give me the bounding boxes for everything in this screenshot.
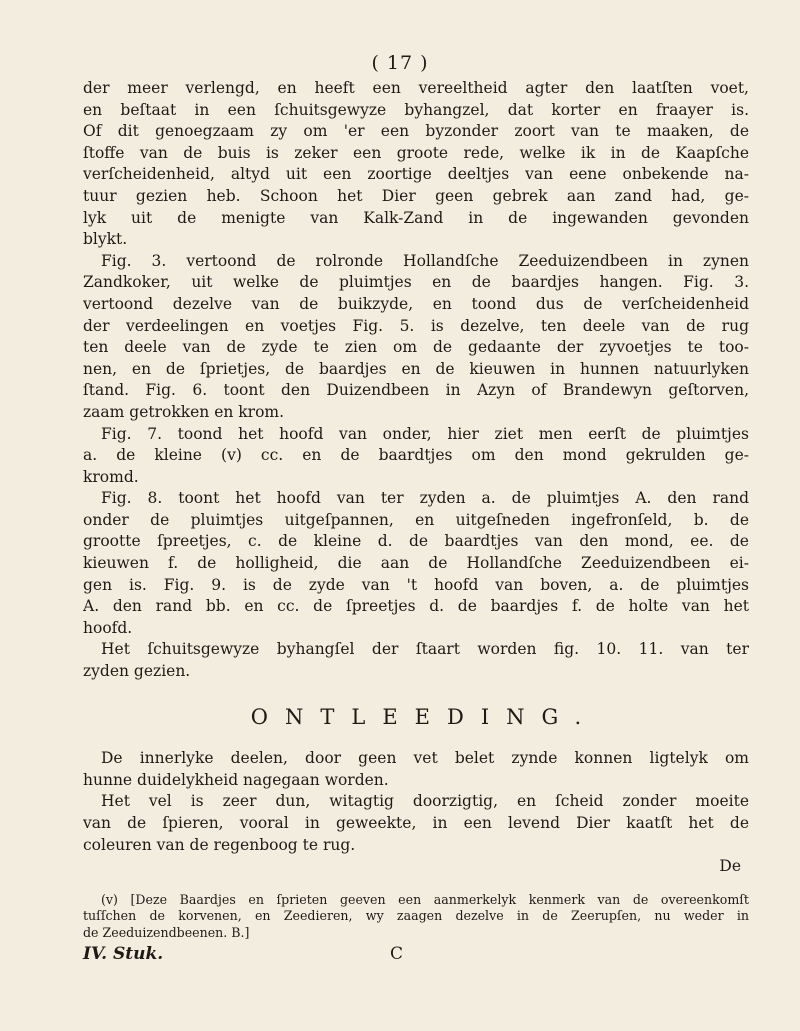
- text-line: De innerlyke deelen, door geen vet belet zynde konnen ligtelyk om: [101, 749, 749, 768]
- text-line: tuur gezien heb. Schoon het Dier geen gebrek aan zand had, ge-: [83, 186, 749, 205]
- text-line: zyden gezien.: [83, 662, 191, 681]
- text-line: kromd.: [83, 467, 139, 486]
- text-line: en beſtaat in een ſchuitsgewyze byhangzel, dat korter en fraayer is.: [83, 100, 749, 119]
- text-line: blykt.: [83, 230, 128, 249]
- section-heading: ONTLEEDING.: [250, 704, 599, 729]
- text-line: kieuwen f. de holligheid, die aan de Hollandſche Zeeduizendbeen ei-: [83, 554, 749, 573]
- text-line: ten deele van de zyde te zien om de gedaante der zyvoetjes te too-: [83, 338, 749, 357]
- text-line: Het vel is zeer dun, witagtig doorzigtig, en ſcheid zonder moeite: [101, 792, 749, 811]
- text-line: verſcheidenheid, altyd uit een zoortige deeltjes van eene onbekende na-: [83, 165, 749, 184]
- footnote-line: de Zeeduizendbeenen. B.]: [83, 924, 250, 940]
- footnote: [83, 892, 749, 942]
- text-line: der meer verlengd, en heeft een vereeltheid agter den laatſten voet,: [83, 79, 749, 97]
- text-line: hoofd.: [83, 618, 133, 637]
- text-line: Fig. 3. vertoond de rolronde Hollandſche Zeeduizendbeen in zynen: [101, 251, 749, 270]
- text-line: Het ſchuitsgewyze byhangſel der ſtaart worden fig. 10. 11. van ter: [101, 640, 749, 659]
- text-line: grootte ſpreetjes, c. de kleine d. de baardtjes van den mond, ee. de: [83, 532, 749, 551]
- body-text: [83, 78, 749, 966]
- text-line: hunne duidelykheid nagegaan worden.: [83, 770, 389, 789]
- text-line: Zandkoker, uit welke de pluimtjes en de baardjes hangen. Fig. 3.: [83, 273, 749, 292]
- text-line: A. den rand bb. en cc. de ſpreetjes d. de baardjes f. de holte van het: [83, 597, 749, 616]
- printer-signature: [83, 944, 403, 966]
- text-line: lyk uit de menigte van Kalk-Zand in de ingewanden gevonden: [83, 208, 749, 227]
- text-line: ſtand. Fig. 6. toont den Duizendbeen in Azyn of Brandewyn geſtorven,: [83, 381, 749, 400]
- text-line: Fig. 8. toont het hoofd van ter zyden a. de pluimtjes A. den rand: [101, 489, 749, 508]
- text-line: coleuren van de regenboog te rug.: [83, 835, 356, 854]
- text-line: zaam getrokken en krom.: [83, 402, 285, 421]
- text-line: onder de pluimtjes uitgeſpannen, en uitgeſneden ingefronſeld, b. de: [83, 510, 749, 529]
- text-line: Of dit genoegzaam zy om 'er een byzonder zoort van te maaken, de: [83, 122, 749, 141]
- text-line: ſtoffe van de buis is zeker een groote rede, welke ik in de Kaapſche: [83, 143, 749, 162]
- text-line: a. de kleine (v) cc. en de baardtjes om den mond gekrulden ge-: [83, 446, 749, 465]
- text-line: vertoond dezelve van de buikzyde, en toond dus de verſcheidenheid: [83, 294, 749, 313]
- signature-mark: C: [389, 944, 403, 965]
- footnote-line: (v) [Deze Baardjes en ſprieten geeven een aanmerkelyk kenmerk van de overeenkomſt: [101, 891, 749, 907]
- text-line: der verdeelingen en voetjes Fig. 5. is dezelve, ten deele van de rug: [83, 316, 749, 335]
- catchword: De: [719, 857, 741, 876]
- text-line: gen is. Fig. 9. is de zyde van 't hoofd van boven, a. de pluimtjes: [83, 575, 749, 594]
- text-line: Fig. 7. toond het hoofd van onder, hier ziet men eerſt de pluimtjes: [101, 424, 749, 443]
- signature-label: IV. Stuk.: [83, 944, 164, 965]
- footnote-line: tuſſchen de korvenen, en Zeedieren, wy zaagen dezelve in de Zeerupſen, nu weder in: [83, 908, 749, 924]
- text-line: van de ſpieren, vooral in geweekte, in een levend Dier kaatſt het de: [83, 814, 749, 832]
- page-number: ( 17 ): [371, 52, 429, 74]
- text-line: nen, en de ſprietjes, de baardjes en de kieuwen in hunnen natuurlyken: [83, 359, 749, 378]
